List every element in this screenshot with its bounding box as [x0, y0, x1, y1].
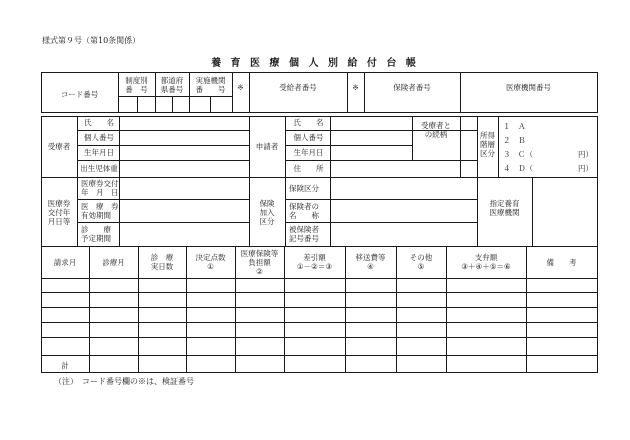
patient-group-label: 受療者: [47, 142, 71, 151]
relation-label: 受療者と の続柄: [421, 121, 451, 139]
patient-name-label: 氏 名: [84, 118, 114, 127]
voucher-issue-date-label: 医療券交付 年 月 日: [81, 179, 119, 197]
institution-number-label: 医療機関番号: [506, 83, 551, 92]
page-title: 養 育 医 療 個 人 別 給 付 台 帳: [211, 58, 419, 69]
system-number-label: 制度別 番 号: [125, 76, 148, 94]
income-option-b: ２ Ｂ: [503, 136, 526, 145]
voucher-validity-label: 医 療 券 有効期間: [81, 201, 119, 220]
insurance-type-label: 保険区分: [289, 183, 319, 193]
col-header-remarks: 備 考: [546, 257, 577, 267]
footnote: （注） コード番号欄の※は、検証番号: [54, 377, 194, 386]
applicant-id-label: 個人番号: [293, 133, 324, 142]
patient-id-label: 個人番号: [84, 133, 114, 142]
col-header-billing-month: 請求月: [53, 257, 77, 267]
col-header-transport: 移送費等 ④: [355, 253, 386, 271]
income-option-c: ３ Ｃ（ 円）: [503, 150, 593, 159]
table-row: [41, 292, 597, 293]
prefecture-number-label: 都道府 県番号: [160, 76, 184, 94]
table-row: [41, 355, 597, 356]
code-number-label: コード番号: [60, 90, 99, 99]
check-digit-mark: ※: [352, 83, 359, 92]
recipient-number-label: 受給者番号: [279, 83, 317, 92]
col-header-payment: 支弁額 ③＋④＋⑤＝⑥: [461, 253, 511, 271]
applicant-address-label: 住 所: [293, 164, 324, 173]
check-digit-mark: ※: [237, 83, 244, 92]
income-option-d: ４ Ｄ（ 円）: [503, 164, 593, 173]
agency-number-label: 実施機関 番 号: [195, 76, 226, 94]
col-header-other: その他 ⑤: [409, 253, 433, 271]
patient-birth-label: 生年月日: [84, 148, 114, 157]
income-level-label: 所得 階層 区分: [480, 130, 495, 158]
form-number: 様式第９号（第10条関係）: [42, 36, 141, 45]
col-header-treatment-month: 診療月: [102, 257, 125, 267]
applicant-name-label: 氏 名: [293, 118, 324, 127]
table-row: [41, 337, 597, 338]
insurance-group-label: 保険 加入 区分: [259, 198, 275, 226]
table-row: [41, 307, 597, 308]
col-header-actual-days: 診 療 実日数: [150, 253, 174, 271]
insurer-number-label: 保険者番号: [393, 83, 431, 92]
col-header-decided-points: 決定点数 ①: [195, 253, 226, 271]
designated-institution-label: 指定養育 医療機関: [489, 199, 520, 217]
insured-symbol-number-label: 被保険者 記号番号: [289, 225, 319, 243]
applicant-group-label: 申請者: [255, 142, 279, 151]
table-row: [41, 322, 597, 323]
col-header-difference: 差引額 ①－②＝③: [296, 253, 333, 271]
applicant-birth-label: 生年月日: [293, 148, 324, 157]
total-row-label: 計: [61, 361, 69, 370]
patient-birth-weight-label: 出生児体重: [80, 164, 118, 173]
col-header-insurance-burden: 医療保険等 負担額 ②: [240, 248, 279, 276]
insurer-name-label: 保険者の 名 称: [289, 201, 319, 220]
voucher-group-label: 医療券 交付年 月日等: [47, 198, 71, 226]
income-option-a: １ Ａ: [503, 122, 526, 131]
treatment-period-label: 診 療 予定期間: [81, 225, 111, 243]
